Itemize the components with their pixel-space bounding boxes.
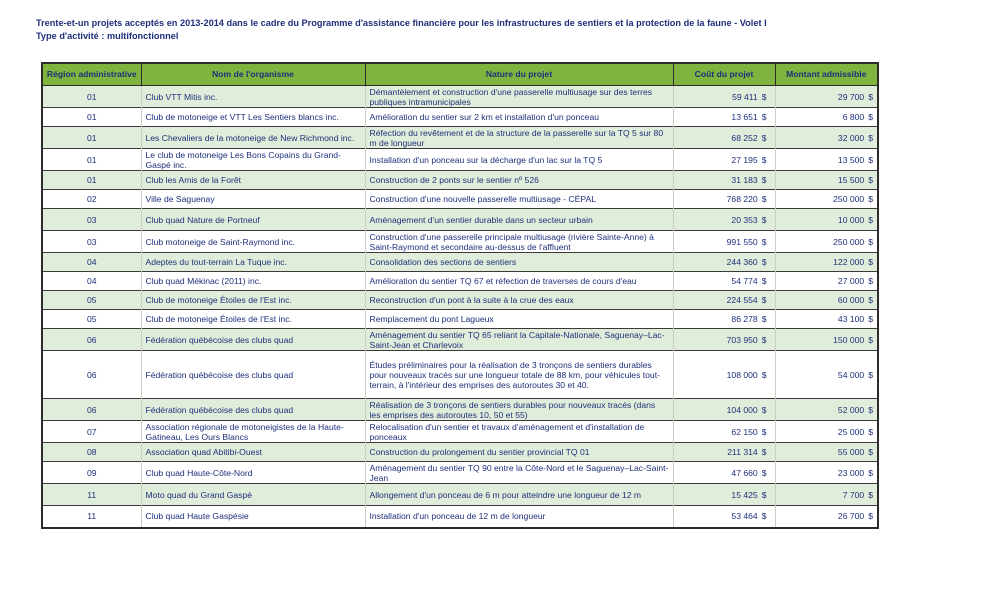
column-header-cost: Coût du projet xyxy=(673,63,775,86)
amount-value: 54 000 xyxy=(837,369,865,380)
amount-cell xyxy=(775,443,878,462)
organism-cell: Club quad Mékinac (2011) inc. xyxy=(141,272,365,291)
currency-symbol: $ xyxy=(868,214,873,225)
currency-symbol: $ xyxy=(868,334,873,345)
cost-value: 54 774 xyxy=(731,276,758,286)
currency-symbol: $ xyxy=(761,511,767,522)
table-row xyxy=(42,108,878,127)
amount-value: 29 700 xyxy=(837,91,865,102)
currency-symbol: $ xyxy=(761,447,767,457)
region-cell: 01 xyxy=(42,171,141,190)
nature-cell: Relocalisation d'un sentier et travaux d'aménagement et d'installation de ponceaux xyxy=(365,421,673,443)
currency-symbol: $ xyxy=(868,426,873,437)
nature-cell: Démantèlement et construction d'une passerelle multiusage sur des terres publiques intramunicipales xyxy=(365,86,673,108)
nature-cell: Réalisation de 3 tronçons de sentiers durables pour nouveaux tracés (dans les emprises des autoroutes 10, 50 et 55) xyxy=(365,399,673,421)
region-cell: 04 xyxy=(42,272,141,291)
organism-cell: Fédération québécoise des clubs quad xyxy=(141,351,365,399)
currency-symbol: $ xyxy=(761,154,767,165)
amount-cell xyxy=(775,291,878,310)
currency-symbol: $ xyxy=(868,467,873,478)
currency-symbol: $ xyxy=(761,369,767,380)
table-row xyxy=(42,329,878,351)
projects-table xyxy=(41,62,879,529)
amount-value: 7 700 xyxy=(842,489,865,500)
organism-cell: Club les Amis de la Forêt xyxy=(141,171,365,190)
table-header-row xyxy=(42,63,878,86)
cost-cell xyxy=(673,291,775,310)
region-cell: 01 xyxy=(42,108,141,127)
currency-symbol: $ xyxy=(868,369,873,380)
cost-cell xyxy=(673,209,775,231)
cost-cell xyxy=(673,231,775,253)
organism-cell: Club de motoneige Étoiles de l'Est inc. xyxy=(141,291,365,310)
currency-symbol: $ xyxy=(868,276,873,286)
currency-symbol: $ xyxy=(761,295,767,305)
amount-cell xyxy=(775,127,878,149)
table-row xyxy=(42,443,878,462)
column-header-organism: Nom de l'organisme xyxy=(141,63,365,86)
currency-symbol: $ xyxy=(761,175,767,185)
table-row xyxy=(42,190,878,209)
currency-symbol: $ xyxy=(761,314,767,324)
amount-cell xyxy=(775,421,878,443)
amount-value: 55 000 xyxy=(837,447,865,457)
table-body xyxy=(42,86,878,528)
cost-value: 108 000 xyxy=(726,369,758,380)
table-row xyxy=(42,310,878,329)
table-row xyxy=(42,253,878,272)
cost-value: 27 195 xyxy=(731,154,758,165)
table-row xyxy=(42,272,878,291)
currency-symbol: $ xyxy=(761,236,767,247)
amount-cell xyxy=(775,149,878,171)
cost-value: 47 660 xyxy=(731,467,758,478)
region-cell: 06 xyxy=(42,351,141,399)
organism-cell: Fédération québécoise des clubs quad xyxy=(141,399,365,421)
currency-symbol: $ xyxy=(761,194,767,204)
cost-cell xyxy=(673,484,775,506)
table-row xyxy=(42,86,878,108)
currency-symbol: $ xyxy=(868,489,873,500)
cost-value: 20 353 xyxy=(731,214,758,225)
amount-value: 60 000 xyxy=(837,295,865,305)
currency-symbol: $ xyxy=(761,467,767,478)
amount-cell xyxy=(775,462,878,484)
region-cell: 05 xyxy=(42,310,141,329)
region-cell: 06 xyxy=(42,399,141,421)
amount-value: 43 100 xyxy=(837,314,865,324)
organism-cell: Club motoneige de Saint-Raymond inc. xyxy=(141,231,365,253)
amount-cell xyxy=(775,351,878,399)
region-cell: 06 xyxy=(42,329,141,351)
table-row xyxy=(42,399,878,421)
currency-symbol: $ xyxy=(761,489,767,500)
currency-symbol: $ xyxy=(761,334,767,345)
nature-cell: Construction du prolongement du sentier provincial TQ 01 xyxy=(365,443,673,462)
amount-cell xyxy=(775,190,878,209)
cost-cell xyxy=(673,108,775,127)
currency-symbol: $ xyxy=(868,511,873,522)
currency-symbol: $ xyxy=(761,214,767,225)
region-cell: 01 xyxy=(42,149,141,171)
organism-cell: Le club de motoneige Les Bons Copains du Grand-Gaspé inc. xyxy=(141,149,365,171)
cost-value: 211 314 xyxy=(727,447,758,457)
amount-value: 23 000 xyxy=(837,467,865,478)
table-row xyxy=(42,231,878,253)
organism-cell: Fédération québécoise des clubs quad xyxy=(141,329,365,351)
cost-cell xyxy=(673,351,775,399)
amount-cell xyxy=(775,484,878,506)
cost-value: 31 183 xyxy=(731,175,758,185)
amount-cell xyxy=(775,253,878,272)
amount-cell xyxy=(775,171,878,190)
table-row xyxy=(42,127,878,149)
amount-cell xyxy=(775,272,878,291)
amount-value: 10 000 xyxy=(837,214,865,225)
nature-cell: Installation d'un ponceau de 12 m de longueur xyxy=(365,506,673,528)
nature-cell: Réfection du revêtement et de la structure de la passerelle sur la TQ 5 sur 80 m de longueur xyxy=(365,127,673,149)
table-row xyxy=(42,421,878,443)
column-header-nature: Nature du projet xyxy=(365,63,673,86)
table-row xyxy=(42,506,878,528)
document-title: Trente-et-un projets acceptés en 2013-2014 dans le cadre du Programme d'assistance financière pour les infrastructures de sentiers et la protection de la faune - Volet I xyxy=(36,18,767,28)
amount-cell xyxy=(775,329,878,351)
currency-symbol: $ xyxy=(868,314,873,324)
cost-value: 244 360 xyxy=(726,257,758,267)
cost-value: 68 252 xyxy=(731,132,758,143)
nature-cell: Construction d'une passerelle principale multiusage (rivière Sainte-Anne) à Saint-Raymond et secondaire au-dessus de l'affluent xyxy=(365,231,673,253)
cost-value: 86 278 xyxy=(731,314,758,324)
currency-symbol: $ xyxy=(868,257,873,267)
region-cell: 02 xyxy=(42,190,141,209)
amount-cell xyxy=(775,209,878,231)
organism-cell: Club quad Haute Gaspésie xyxy=(141,506,365,528)
cost-cell xyxy=(673,149,775,171)
region-cell: 03 xyxy=(42,231,141,253)
cost-cell xyxy=(673,86,775,108)
nature-cell: Allongement d'un ponceau de 6 m pour atteindre une longueur de 12 m xyxy=(365,484,673,506)
organism-cell: Association quad Abitibi-Ouest xyxy=(141,443,365,462)
currency-symbol: $ xyxy=(868,175,873,185)
amount-cell xyxy=(775,310,878,329)
cost-value: 768 220 xyxy=(726,194,758,204)
region-cell: 09 xyxy=(42,462,141,484)
nature-cell: Reconstruction d'un pont à la suite à la crue des eaux xyxy=(365,291,673,310)
organism-cell: Club de motoneige et VTT Les Sentiers blancs inc. xyxy=(141,108,365,127)
currency-symbol: $ xyxy=(868,447,873,457)
currency-symbol: $ xyxy=(761,112,767,122)
nature-cell: Aménagement du sentier TQ 65 reliant la Capitale-Nationale, Saguenay–Lac-Saint-Jean et Charlevoix xyxy=(365,329,673,351)
cost-cell xyxy=(673,171,775,190)
currency-symbol: $ xyxy=(868,194,873,204)
region-cell: 08 xyxy=(42,443,141,462)
cost-value: 104 000 xyxy=(726,404,758,415)
region-cell: 04 xyxy=(42,253,141,272)
nature-cell: Amélioration du sentier sur 2 km et installation d'un ponceau xyxy=(365,108,673,127)
column-header-region: Région administrative xyxy=(42,63,141,86)
amount-value: 32 000 xyxy=(837,132,865,143)
amount-value: 27 000 xyxy=(837,276,865,286)
currency-symbol: $ xyxy=(761,91,767,102)
cost-cell xyxy=(673,506,775,528)
document-subtitle: Type d'activité : multifonctionnel xyxy=(36,31,179,41)
region-cell: 01 xyxy=(42,127,141,149)
cost-cell xyxy=(673,253,775,272)
region-cell: 03 xyxy=(42,209,141,231)
nature-cell: Amélioration du sentier TQ 67 et réfection de traverses de cours d'eau xyxy=(365,272,673,291)
organism-cell: Moto quad du Grand Gaspé xyxy=(141,484,365,506)
region-cell: 11 xyxy=(42,506,141,528)
table-row xyxy=(42,149,878,171)
table-row xyxy=(42,291,878,310)
amount-cell xyxy=(775,231,878,253)
cost-value: 224 554 xyxy=(726,295,758,305)
region-cell: 05 xyxy=(42,291,141,310)
amount-value: 150 000 xyxy=(833,334,865,345)
nature-cell: Consolidation des sections de sentiers xyxy=(365,253,673,272)
currency-symbol: $ xyxy=(868,295,873,305)
currency-symbol: $ xyxy=(868,112,873,122)
currency-symbol: $ xyxy=(868,91,873,102)
table-row xyxy=(42,462,878,484)
currency-symbol: $ xyxy=(868,236,873,247)
organism-cell: Adeptes du tout-terrain La Tuque inc. xyxy=(141,253,365,272)
cost-value: 703 950 xyxy=(726,334,758,345)
organism-cell: Club quad Haute-Côte-Nord xyxy=(141,462,365,484)
amount-value: 25 000 xyxy=(837,426,865,437)
currency-symbol: $ xyxy=(761,404,767,415)
amount-cell xyxy=(775,399,878,421)
cost-cell xyxy=(673,421,775,443)
table-row xyxy=(42,351,878,399)
amount-cell xyxy=(775,506,878,528)
organism-cell: Club de motoneige Étoiles de l'Est inc. xyxy=(141,310,365,329)
table-row xyxy=(42,171,878,190)
amount-value: 15 500 xyxy=(837,175,865,185)
nature-cell: Remplacement du pont Lagueux xyxy=(365,310,673,329)
nature-cell: Installation d'un ponceau sur la décharge d'un lac sur la TQ 5 xyxy=(365,149,673,171)
document-heading xyxy=(36,17,767,43)
currency-symbol: $ xyxy=(761,426,767,437)
currency-symbol: $ xyxy=(761,257,767,267)
cost-cell xyxy=(673,443,775,462)
amount-cell xyxy=(775,86,878,108)
cost-cell xyxy=(673,190,775,209)
organism-cell: Club VTT Mitis inc. xyxy=(141,86,365,108)
cost-value: 62 150 xyxy=(731,426,758,437)
column-header-amount: Montant admissible xyxy=(775,63,878,86)
cost-value: 13 651 xyxy=(731,112,758,122)
currency-symbol: $ xyxy=(761,276,767,286)
nature-cell: Construction d'une nouvelle passerelle multiusage - CÉPAL xyxy=(365,190,673,209)
cost-cell xyxy=(673,462,775,484)
cost-value: 59 411 xyxy=(732,91,758,102)
currency-symbol: $ xyxy=(868,404,873,415)
currency-symbol: $ xyxy=(868,132,873,143)
amount-value: 26 700 xyxy=(837,511,865,522)
nature-cell: Construction de 2 ponts sur le sentier nº 526 xyxy=(365,171,673,190)
amount-value: 52 000 xyxy=(837,404,865,415)
organism-cell: Club quad Nature de Portneuf xyxy=(141,209,365,231)
amount-value: 122 000 xyxy=(833,257,865,267)
cost-cell xyxy=(673,310,775,329)
cost-value: 53 464 xyxy=(731,511,758,522)
table-row xyxy=(42,209,878,231)
currency-symbol: $ xyxy=(761,132,767,143)
cost-cell xyxy=(673,329,775,351)
organism-cell: Les Chevaliers de la motoneige de New Richmond inc. xyxy=(141,127,365,149)
table-row xyxy=(42,484,878,506)
region-cell: 11 xyxy=(42,484,141,506)
amount-value: 250 000 xyxy=(833,194,865,204)
nature-cell: Aménagement d'un sentier durable dans un secteur urbain xyxy=(365,209,673,231)
cost-value: 991 550 xyxy=(726,236,758,247)
organism-cell: Association régionale de motoneigistes de la Haute-Gatineau, Les Ours Blancs xyxy=(141,421,365,443)
amount-value: 13 500 xyxy=(837,154,865,165)
currency-symbol: $ xyxy=(868,154,873,165)
cost-value: 15 425 xyxy=(731,489,758,500)
nature-cell: Études préliminaires pour la réalisation de 3 tronçons de sentiers durables pour nouveaux tracés sur une longueur totale de 88 km, pour véhicules tout-terrain, à l'intérieur des emprises des autoroutes 30 et 40. xyxy=(365,351,673,399)
organism-cell: Ville de Saguenay xyxy=(141,190,365,209)
nature-cell: Aménagement du sentier TQ 90 entre la Côte-Nord et le Saguenay–Lac-Saint-Jean xyxy=(365,462,673,484)
cost-cell xyxy=(673,399,775,421)
cost-cell xyxy=(673,272,775,291)
amount-cell xyxy=(775,108,878,127)
region-cell: 07 xyxy=(42,421,141,443)
region-cell: 01 xyxy=(42,86,141,108)
cost-cell xyxy=(673,127,775,149)
amount-value: 250 000 xyxy=(833,236,865,247)
amount-value: 6 800 xyxy=(842,112,865,122)
